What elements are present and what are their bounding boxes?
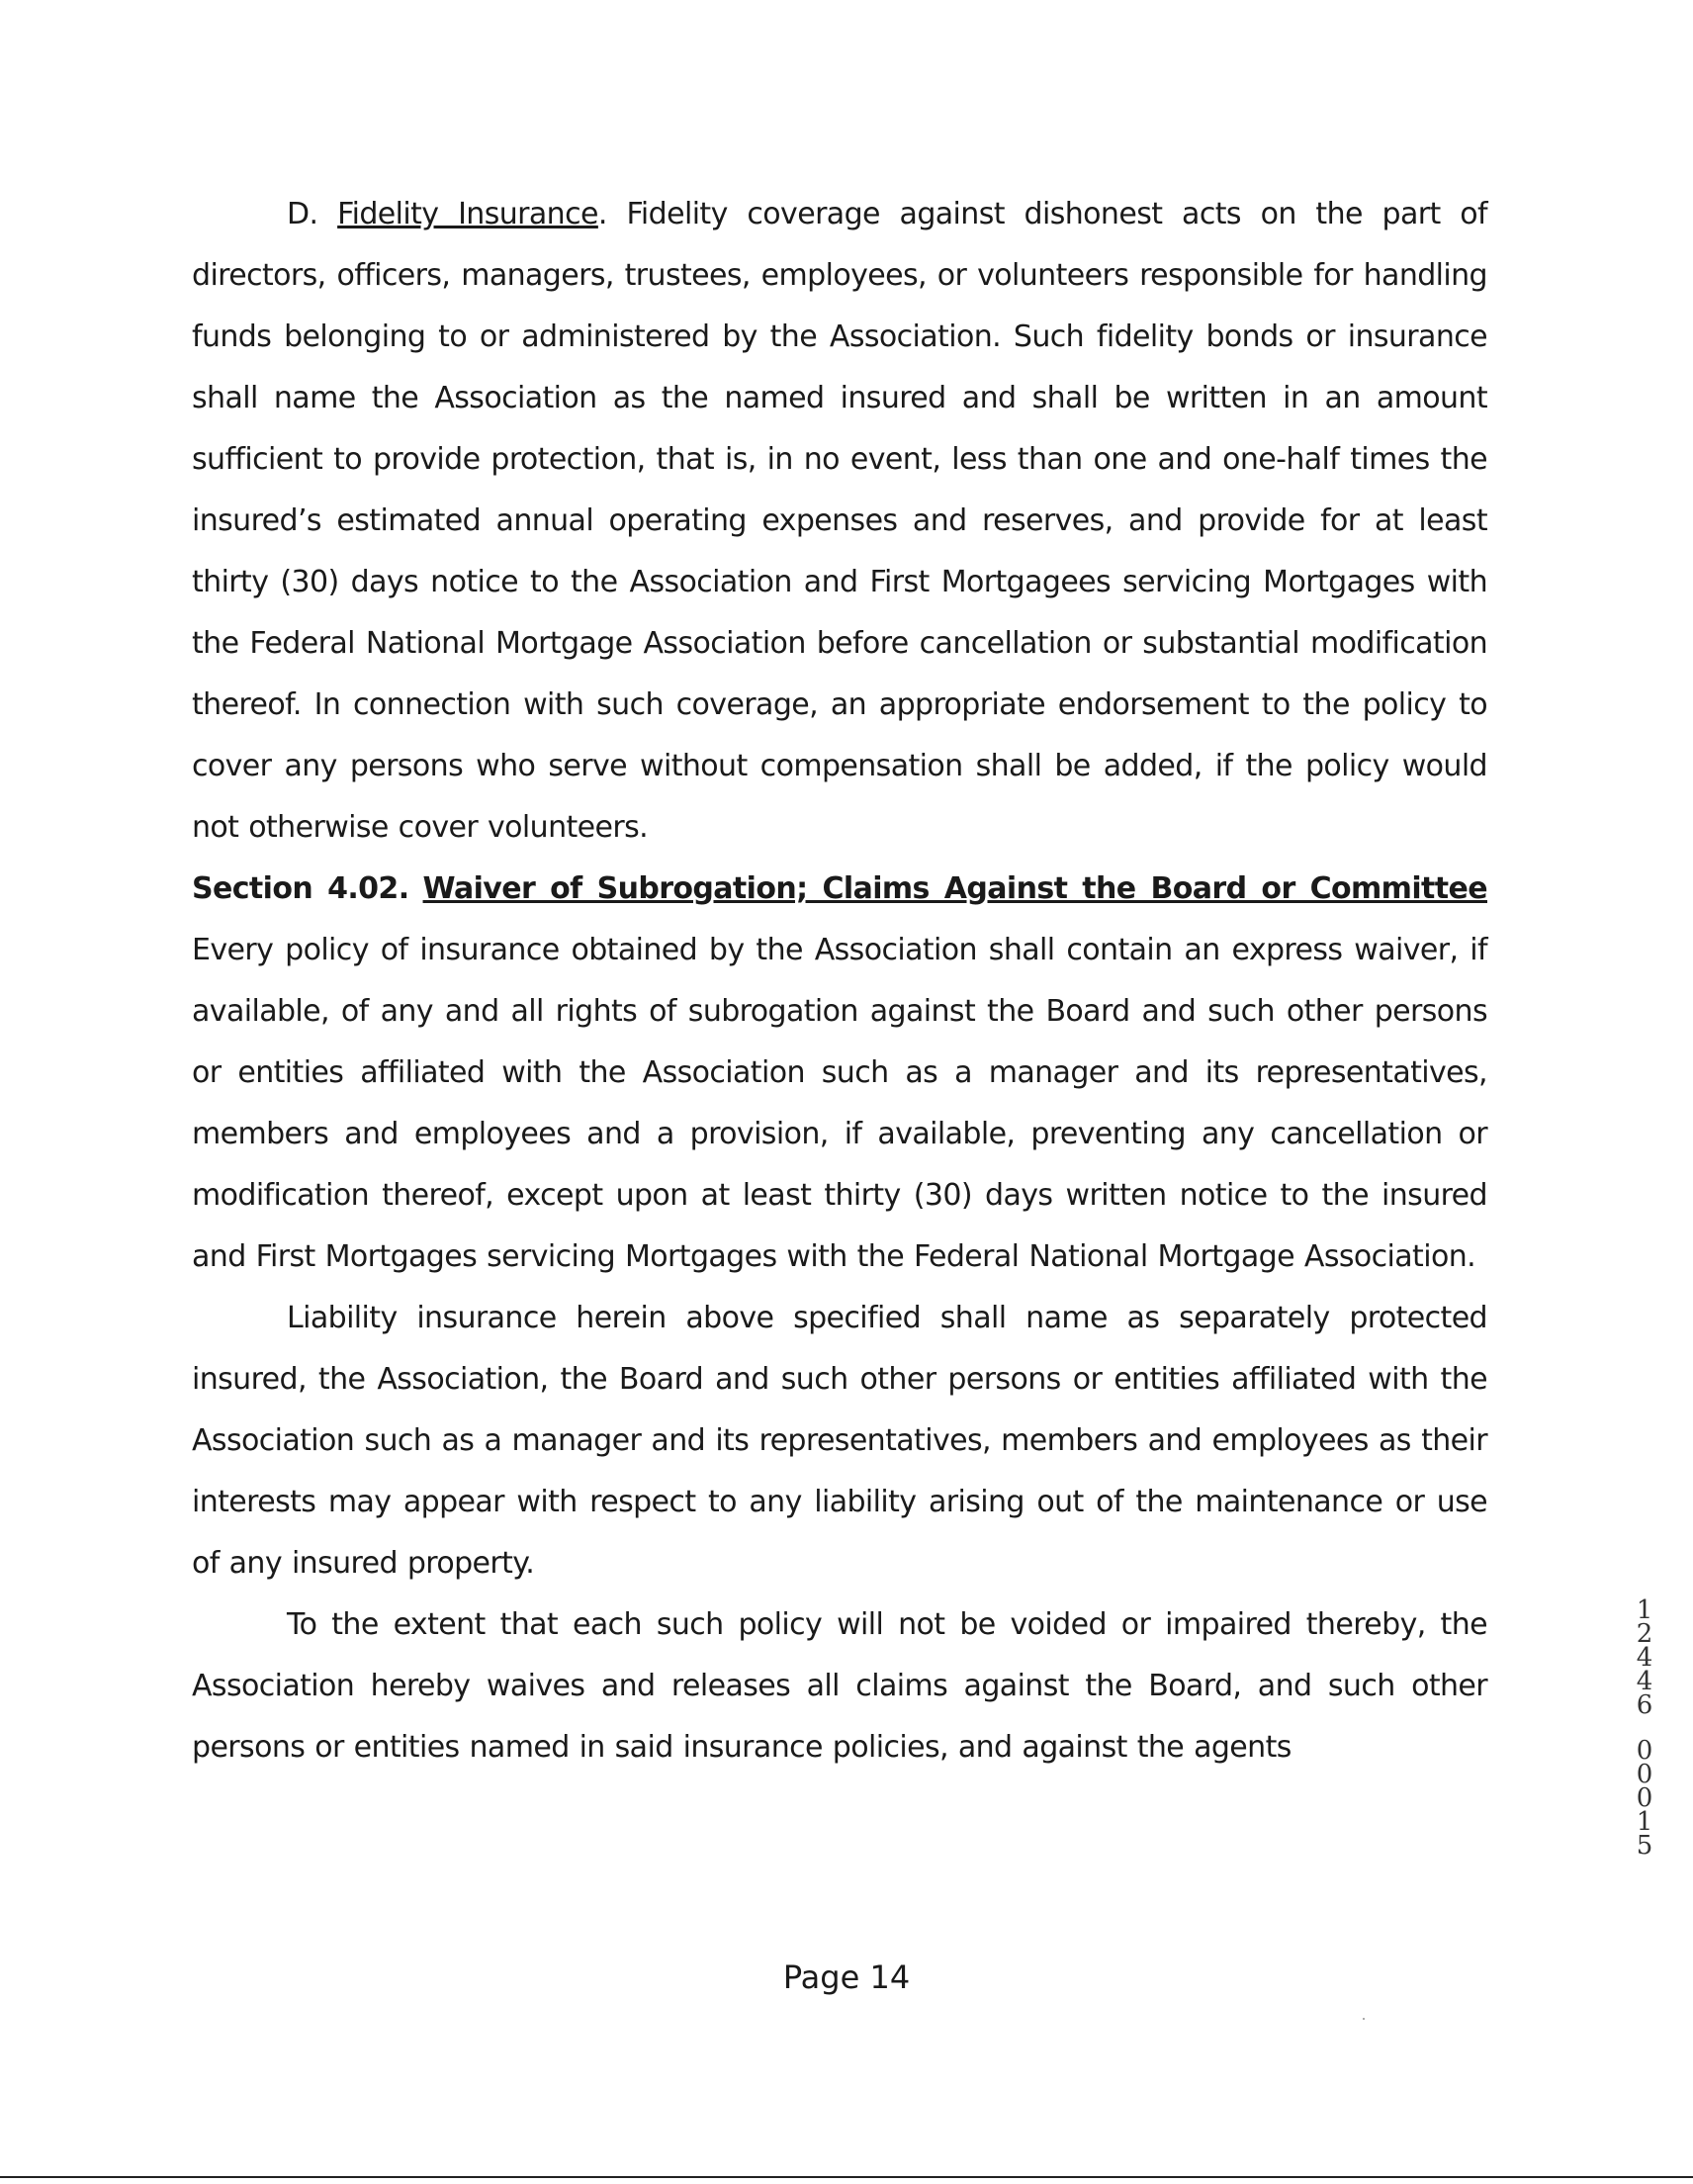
side-digit: 0 <box>1636 1760 1653 1789</box>
side-digit: 0 <box>1636 1783 1653 1813</box>
side-digit: 6 <box>1636 1690 1653 1720</box>
fidelity-text: . Fidelity coverage against dishonest acts on the part of directors, officers, managers, trustees, employees, or volunteers responsible for handling funds belonging to or administered by the Association. Such fidelity bonds or insurance shall name the Association as the named insured and shall be written in an amount sufficient to provide protection, that is, in no event, less than one and one-half times the insured’s estimated annual operating expenses and reserves, and provide for at least thirty (30) days notice to the Association and First Mortgagees servicing Mortgages with the Federal National Mortgage Association before cancellation or substantial modification thereof. In connection with such coverage, an appropriate endorsement to the policy to cover any persons who serve without compensation shall be added, if the policy would not otherwise cover volunteers. <box>192 197 1488 845</box>
side-digit: 1 <box>1636 1595 1653 1625</box>
section-number: Section 4.02. <box>192 871 409 906</box>
document-body <box>192 184 1487 1778</box>
side-digit: 1 <box>1636 1807 1653 1837</box>
scan-speck <box>1363 2018 1365 2020</box>
fidelity-prefix: D. <box>287 197 338 231</box>
side-digit: 2 <box>1636 1619 1653 1649</box>
side-digit: 4 <box>1636 1667 1653 1696</box>
side-digit: 4 <box>1636 1643 1653 1673</box>
side-digit: 0 <box>1636 1736 1653 1766</box>
paragraph-fidelity-insurance <box>192 184 1487 859</box>
page-bottom-edge <box>0 2176 1693 2178</box>
fidelity-heading: Fidelity Insurance <box>337 197 598 231</box>
side-document-number <box>1632 1595 1657 1861</box>
paragraph-section-4-02 <box>192 859 1487 1288</box>
section-text: Every policy of insurance obtained by the Association shall contain an express waiver, if available, of any and all rights of subrogation against the Board and such other persons or entities affiliated with the Association such as a manager and its representatives, members and employees and a provision, if available, preventing any cancellation or modification thereof, except upon at least thirty (30) days written notice to the insured and First Mortgages servicing Mortgages with the Federal National Mortgage Association. <box>192 933 1487 1274</box>
section-title: Waiver of Subrogation; Claims Against the Board or Committee <box>422 871 1487 906</box>
page-number: Page 14 <box>782 1958 911 1996</box>
side-digit: 5 <box>1636 1831 1653 1861</box>
paragraph-liability-insurance: Liability insurance herein above specified shall name as separately protected insured, the Association, the Board and such other persons or entities affiliated with the Association such as a manager and its representatives, members and employees as their interests may appear with respect to any liability arising out of the maintenance or use of any insured property. <box>192 1301 1487 1581</box>
paragraph-waiver-release: To the extent that each such policy will not be voided or impaired thereby, the Association hereby waives and releases all claims against the Board, and such other persons or entities named in said insurance policies, and against the agents <box>192 1607 1487 1765</box>
